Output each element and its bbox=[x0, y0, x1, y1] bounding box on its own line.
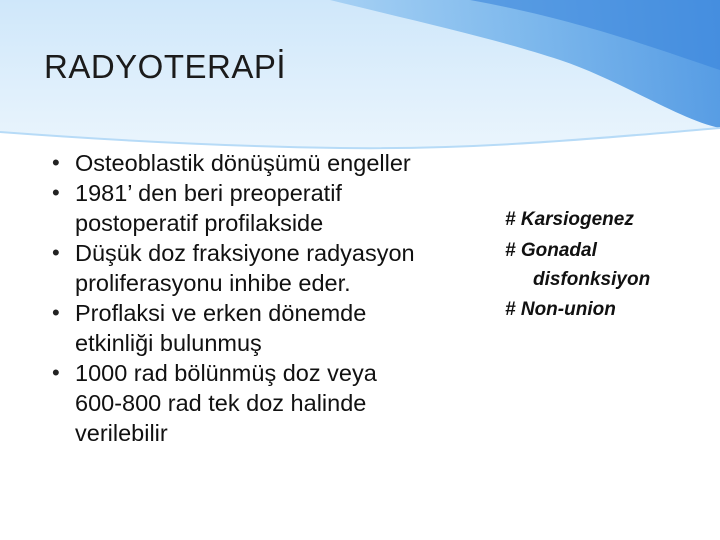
bullet-list bbox=[50, 148, 490, 448]
slide-title: RADYOTERAPİ bbox=[44, 48, 287, 85]
bullet-item bbox=[50, 298, 490, 358]
side-note-gonadal: # Gonadal bbox=[505, 240, 597, 261]
bullet-line: proliferasyonu inhibe eder. bbox=[75, 270, 351, 296]
side-notes bbox=[505, 204, 705, 325]
bullet-line: etkinliği bulunmuş bbox=[75, 330, 262, 356]
bullet-item bbox=[50, 238, 490, 298]
bullet-line: postoperatif profilakside bbox=[75, 210, 324, 236]
side-note-disfonksiyon: disfonksiyon bbox=[533, 269, 651, 290]
bullet-line: • Osteoblastik dönüşümü engeller bbox=[75, 150, 411, 176]
bullet-item bbox=[50, 148, 490, 178]
bullet-line: • 1000 rad bölünmüş doz veya bbox=[75, 360, 377, 386]
side-note-karsiogenez: # Karsiogenez bbox=[505, 209, 634, 230]
side-note-non-union: # Non-union bbox=[505, 299, 616, 320]
bullet-line: verilebilir bbox=[75, 420, 168, 446]
bullet-item bbox=[50, 358, 490, 448]
bullet-line: • 1981’ den beri preoperatif bbox=[75, 180, 342, 206]
bullet-item bbox=[50, 178, 490, 238]
bullet-line: • Proflaksi ve erken dönemde bbox=[75, 300, 367, 326]
bullet-line: 600-800 rad tek doz halinde bbox=[75, 390, 367, 416]
bullet-line: • Düşük doz fraksiyone radyasyon bbox=[75, 240, 415, 266]
